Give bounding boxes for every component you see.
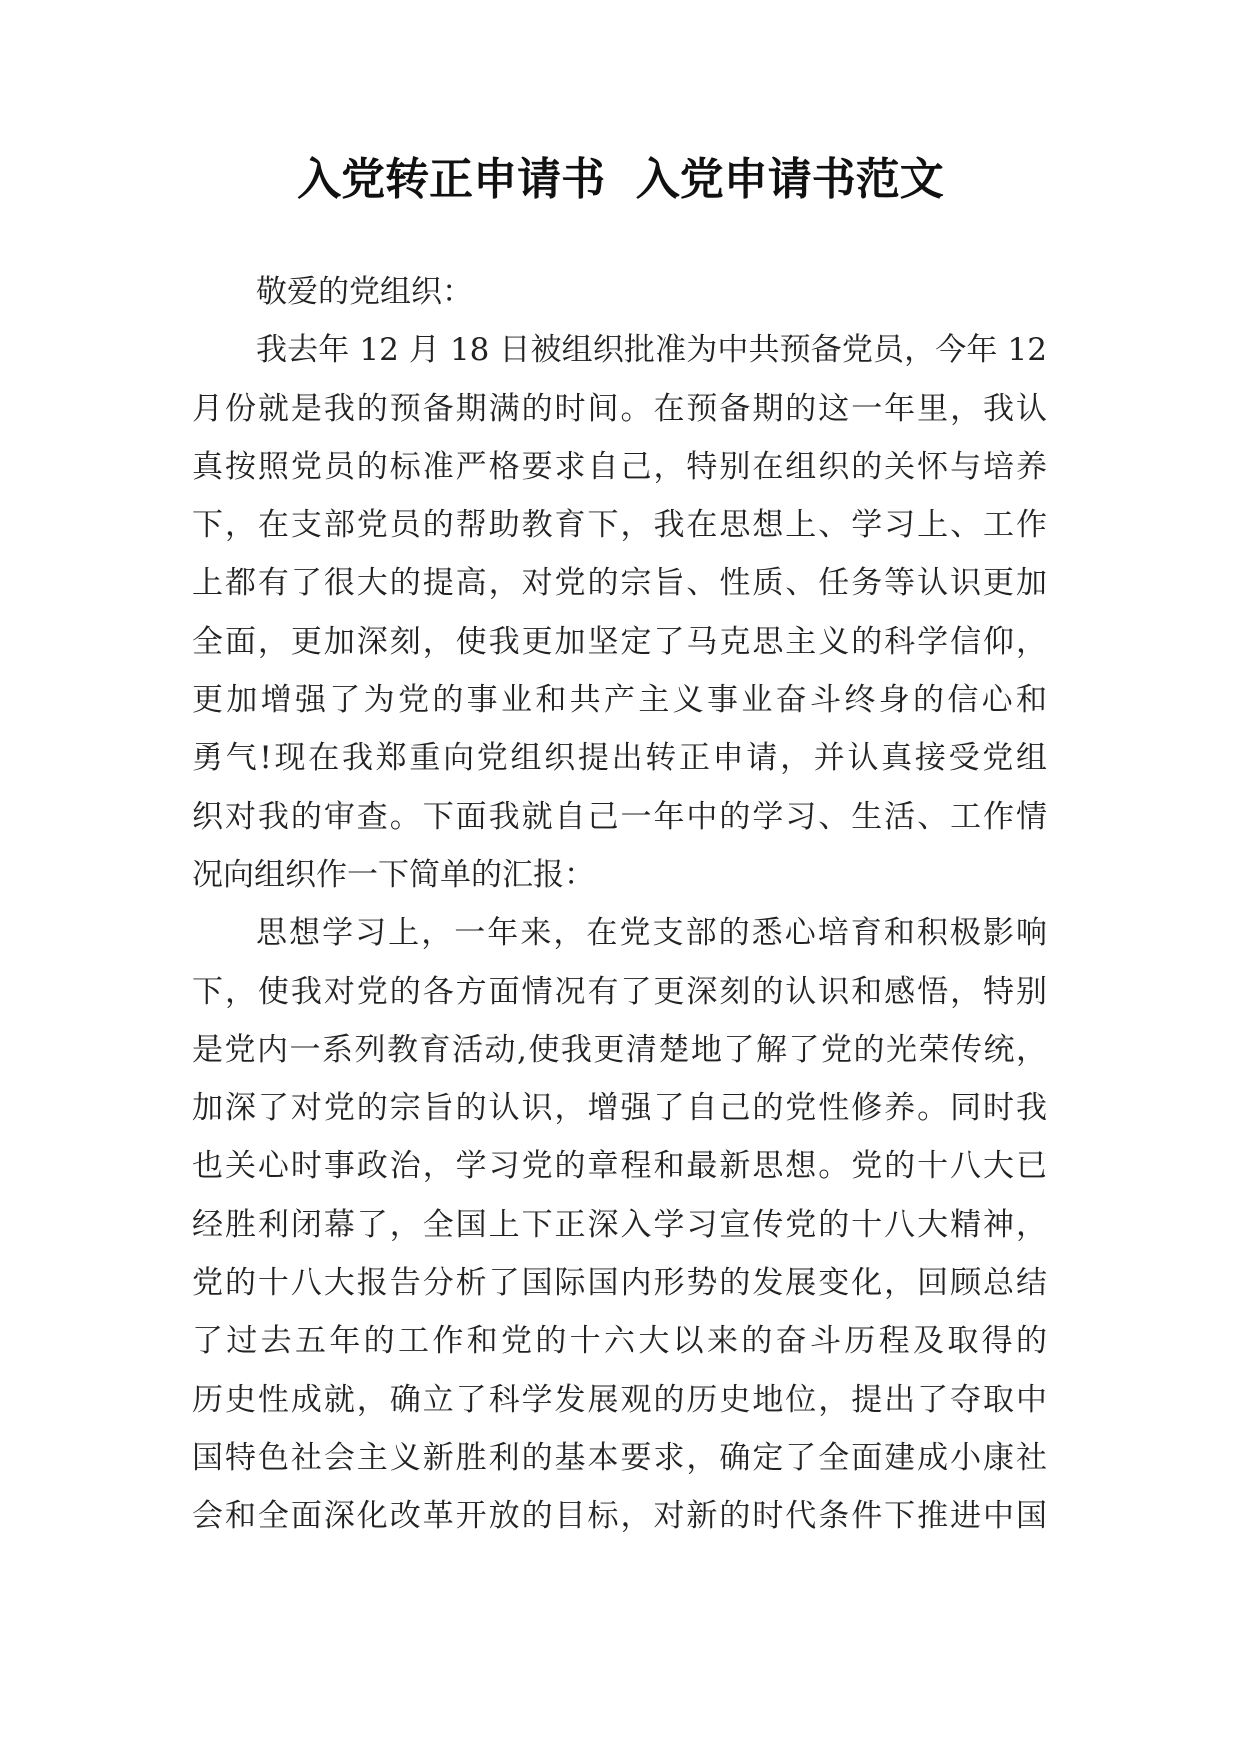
body-line: 加深了对党的宗旨的认识，增强了自己的党性修养。同时我 bbox=[192, 1090, 1047, 1127]
body-line: 我去年 12 月 18 日被组织批准为中共预备党员，今年 12 bbox=[256, 332, 1047, 369]
body-line: 党的十八大报告分析了国际国内形势的发展变化，回顾总结 bbox=[192, 1265, 1047, 1302]
body-line: 也关心时事政治，学习党的章程和最新思想。党的十八大已 bbox=[192, 1148, 1047, 1185]
body-line: 全面，更加深刻，使我更加坚定了马克思主义的科学信仰， bbox=[192, 623, 1047, 660]
body-line: 织对我的审查。下面我就自己一年中的学习、生活、工作情 bbox=[192, 798, 1047, 835]
body-line: 思想学习上，一年来，在党支部的悉心培育和积极影响 bbox=[256, 915, 1047, 952]
body-line: 历史性成就，确立了科学发展观的历史地位，提出了夺取中 bbox=[192, 1381, 1047, 1418]
body-line: 况向组织作一下简单的汇报： bbox=[192, 856, 595, 893]
body-line: 更加增强了为党的事业和共产主义事业奋斗终身的信心和 bbox=[192, 682, 1047, 719]
body-line: 了过去五年的工作和党的十六大以来的奋斗历程及取得的 bbox=[192, 1323, 1047, 1360]
salutation: 敬爱的党组织： bbox=[256, 274, 473, 310]
body-line: 经胜利闭幕了，全国上下正深入学习宣传党的十八大精神， bbox=[192, 1206, 1047, 1243]
body-line: 真按照党员的标准严格要求自己，特别在组织的关怀与培养 bbox=[192, 448, 1047, 485]
body-line: 下，使我对党的各方面情况有了更深刻的认识和感悟，特别 bbox=[192, 973, 1047, 1010]
document-body bbox=[192, 263, 1047, 1546]
body-line: 是党内一系列教育活动,使我更清楚地了解了党的光荣传统， bbox=[192, 1031, 1047, 1068]
body-line: 上都有了很大的提高，对党的宗旨、性质、任务等认识更加 bbox=[192, 565, 1047, 602]
body-line: 会和全面深化改革开放的目标，对新的时代条件下推进中国 bbox=[192, 1498, 1047, 1535]
body-line: 月份就是我的预备期满的时间。在预备期的这一年里，我认 bbox=[192, 390, 1047, 427]
body-line: 勇气!现在我郑重向党组织提出转正申请，并认真接受党组 bbox=[192, 740, 1047, 777]
body-line: 国特色社会主义新胜利的基本要求，确定了全面建成小康社 bbox=[192, 1439, 1047, 1476]
body-line: 下，在支部党员的帮助教育下，我在思想上、学习上、工作 bbox=[192, 507, 1047, 544]
document-title: 入党转正申请书 入党申请书范文 bbox=[297, 154, 944, 205]
